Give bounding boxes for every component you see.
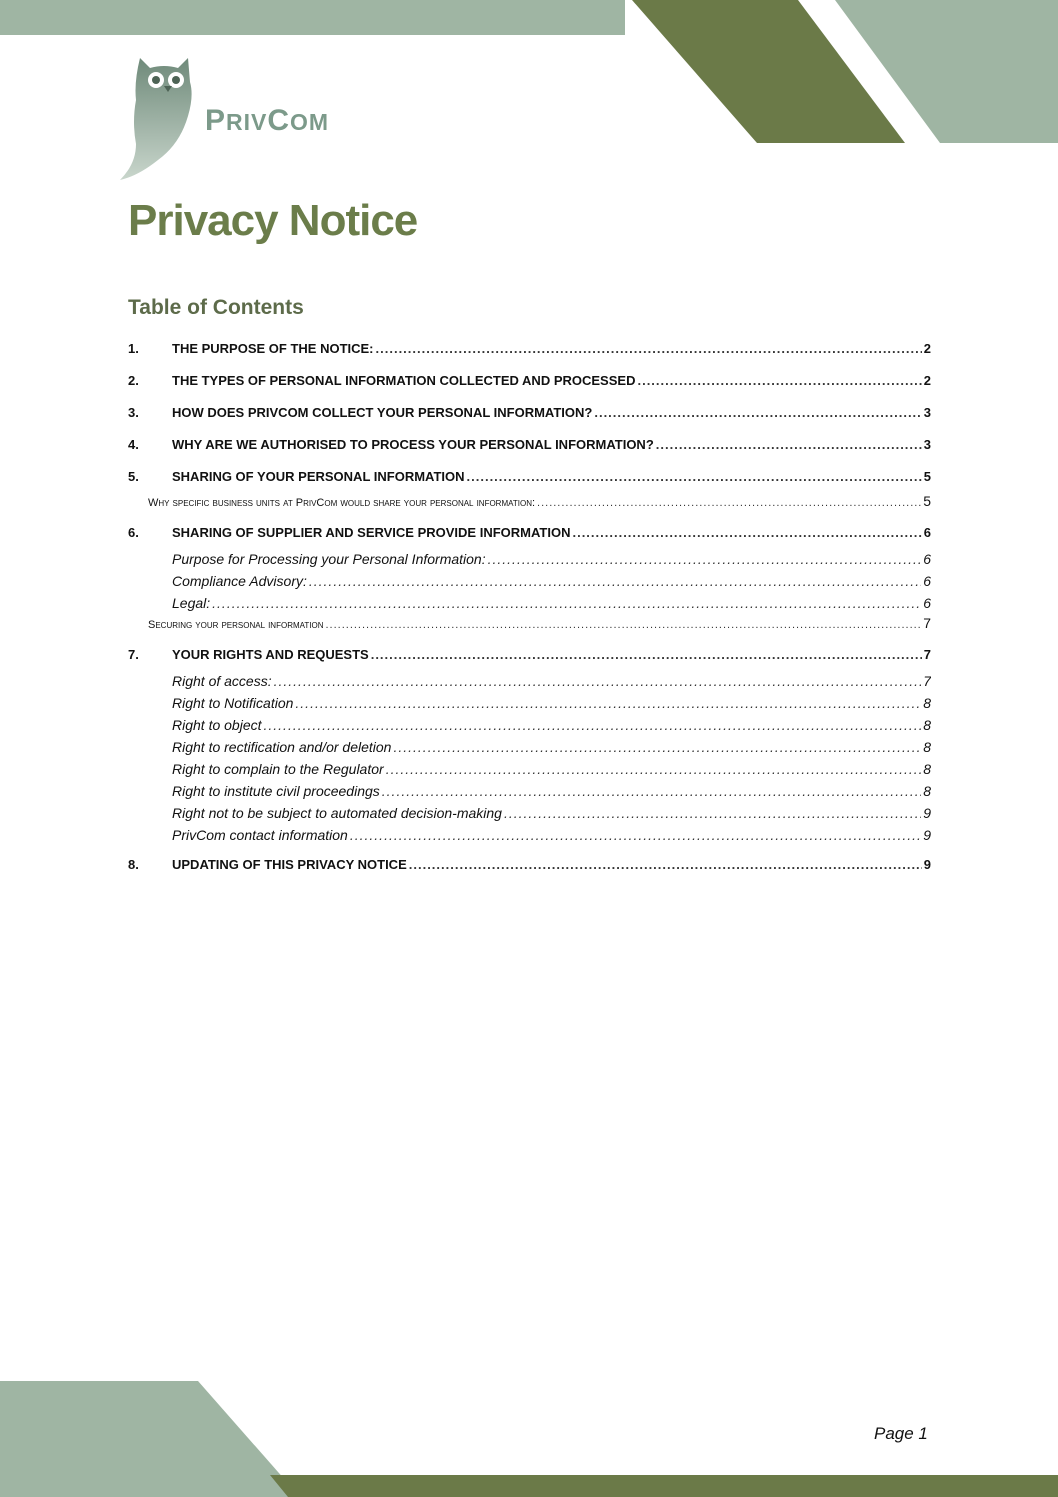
toc-leader bbox=[537, 494, 921, 510]
toc-label: Why specific business units at PrivCom would share your personal information: bbox=[148, 497, 536, 509]
toc-leader bbox=[637, 372, 921, 390]
toc-entry-7-1[interactable] bbox=[128, 670, 931, 692]
toc-entry-6-3[interactable] bbox=[128, 592, 931, 614]
brand-initial-1: P bbox=[205, 104, 227, 137]
toc-entry-7-5[interactable] bbox=[128, 758, 931, 780]
toc-page: 6 bbox=[923, 595, 931, 611]
toc-entry-5-1[interactable] bbox=[128, 492, 931, 510]
toc-label: UPDATING OF THIS PRIVACY NOTICE bbox=[172, 857, 407, 872]
toc-page: 7 bbox=[923, 615, 931, 631]
toc-entry-7[interactable] bbox=[128, 646, 931, 664]
toc-leader bbox=[309, 570, 921, 592]
brand-initial-2: C bbox=[267, 104, 291, 137]
toc-entry-1[interactable] bbox=[128, 340, 931, 358]
toc-label: WHY ARE WE AUTHORISED TO PROCESS YOUR PERSONAL INFORMATION? bbox=[172, 437, 654, 452]
toc-page: 8 bbox=[923, 761, 931, 777]
toc-label: Right to rectification and/or deletion bbox=[172, 739, 392, 755]
toc-page: 5 bbox=[923, 469, 931, 484]
toc-label: Compliance Advisory: bbox=[172, 573, 307, 589]
toc-leader bbox=[212, 592, 921, 614]
toc-page: 6 bbox=[923, 573, 931, 589]
toc-page: 6 bbox=[923, 551, 931, 567]
toc-page: 9 bbox=[923, 857, 931, 872]
toc-page: 8 bbox=[923, 717, 931, 733]
toc-leader bbox=[488, 548, 922, 570]
toc-label: SHARING OF YOUR PERSONAL INFORMATION bbox=[172, 469, 465, 484]
toc-leader bbox=[325, 616, 921, 632]
toc-label: HOW DOES PRIVCOM COLLECT YOUR PERSONAL INFORMATION? bbox=[172, 405, 593, 420]
toc-entry-3[interactable] bbox=[128, 404, 931, 422]
brand-name bbox=[205, 104, 329, 138]
toc-label: THE TYPES OF PERSONAL INFORMATION COLLECTED AND PROCESSED bbox=[172, 373, 636, 388]
toc-entry-4[interactable] bbox=[128, 436, 931, 454]
toc-page: 6 bbox=[923, 525, 931, 540]
toc-entry-6-4[interactable] bbox=[128, 614, 931, 632]
toc-page: 7 bbox=[923, 673, 931, 689]
top-light-band bbox=[0, 0, 625, 35]
toc-entry-6-2[interactable] bbox=[128, 570, 931, 592]
toc-page: 5 bbox=[923, 493, 931, 509]
toc-leader bbox=[594, 404, 921, 422]
toc-entry-2[interactable] bbox=[128, 372, 931, 390]
toc-page: 8 bbox=[923, 739, 931, 755]
toc-label: Securing your personal information bbox=[148, 619, 324, 631]
owl-icon bbox=[118, 52, 198, 182]
toc-leader bbox=[264, 714, 922, 736]
toc-number: 5. bbox=[128, 469, 139, 484]
toc-leader bbox=[409, 856, 922, 874]
bottom-light-slant bbox=[0, 1381, 300, 1497]
toc-entry-7-6[interactable] bbox=[128, 780, 931, 802]
toc-page: 2 bbox=[923, 341, 931, 356]
toc-entry-7-7[interactable] bbox=[128, 802, 931, 824]
document-title: Privacy Notice bbox=[128, 196, 418, 245]
toc-label: Right not to be subject to automated decision-making bbox=[172, 805, 502, 821]
toc-entry-7-2[interactable] bbox=[128, 692, 931, 714]
toc-number: 1. bbox=[128, 341, 139, 356]
toc-page: 3 bbox=[923, 405, 931, 420]
toc-leader bbox=[504, 802, 921, 824]
toc-entry-8[interactable] bbox=[128, 856, 931, 874]
table-of-contents bbox=[128, 340, 931, 888]
toc-number: 8. bbox=[128, 857, 139, 872]
toc-page: 9 bbox=[923, 805, 931, 821]
toc-page: 8 bbox=[923, 695, 931, 711]
toc-leader bbox=[656, 436, 922, 454]
bottom-dark-band bbox=[270, 1475, 1058, 1497]
toc-entry-7-4[interactable] bbox=[128, 736, 931, 758]
toc-page: 7 bbox=[923, 647, 931, 662]
toc-page: 9 bbox=[923, 827, 931, 843]
toc-label: PrivCom contact information bbox=[172, 827, 348, 843]
toc-leader bbox=[350, 824, 921, 846]
toc-label: Right to object bbox=[172, 717, 262, 733]
toc-leader bbox=[371, 646, 922, 664]
toc-leader bbox=[295, 692, 921, 714]
toc-label: Right to complain to the Regulator bbox=[172, 761, 384, 777]
toc-label: SHARING OF SUPPLIER AND SERVICE PROVIDE INFORMATION bbox=[172, 525, 571, 540]
toc-leader bbox=[376, 340, 922, 358]
brand-rest-1: RIV bbox=[226, 109, 268, 135]
toc-leader bbox=[274, 670, 922, 692]
toc-label: Right of access: bbox=[172, 673, 272, 689]
toc-leader bbox=[386, 758, 922, 780]
toc-number: 2. bbox=[128, 373, 139, 388]
toc-label: THE PURPOSE OF THE NOTICE: bbox=[172, 341, 374, 356]
toc-label: YOUR RIGHTS AND REQUESTS bbox=[172, 647, 369, 662]
toc-page: 8 bbox=[923, 783, 931, 799]
toc-leader bbox=[393, 736, 921, 758]
toc-label: Right to Notification bbox=[172, 695, 294, 711]
toc-leader bbox=[572, 524, 921, 542]
page-number: Page 1 bbox=[874, 1424, 928, 1443]
toc-entry-5[interactable] bbox=[128, 468, 931, 486]
toc-number: 3. bbox=[128, 405, 139, 420]
toc-number: 4. bbox=[128, 437, 139, 452]
toc-entry-7-8[interactable] bbox=[128, 824, 931, 846]
toc-label: Right to institute civil proceedings bbox=[172, 783, 380, 799]
toc-entry-6[interactable] bbox=[128, 524, 931, 542]
brand-rest-2: OM bbox=[290, 109, 330, 135]
toc-entry-6-1[interactable] bbox=[128, 548, 931, 570]
toc-leader bbox=[382, 780, 921, 802]
toc-entry-7-3[interactable] bbox=[128, 714, 931, 736]
toc-leader bbox=[467, 468, 922, 486]
toc-page: 2 bbox=[923, 373, 931, 388]
toc-page: 3 bbox=[923, 437, 931, 452]
toc-number: 6. bbox=[128, 525, 139, 540]
toc-number: 7. bbox=[128, 647, 139, 662]
toc-label: Purpose for Processing your Personal Information: bbox=[172, 551, 486, 567]
toc-label: Legal: bbox=[172, 595, 211, 611]
toc-heading: Table of Contents bbox=[128, 296, 304, 319]
